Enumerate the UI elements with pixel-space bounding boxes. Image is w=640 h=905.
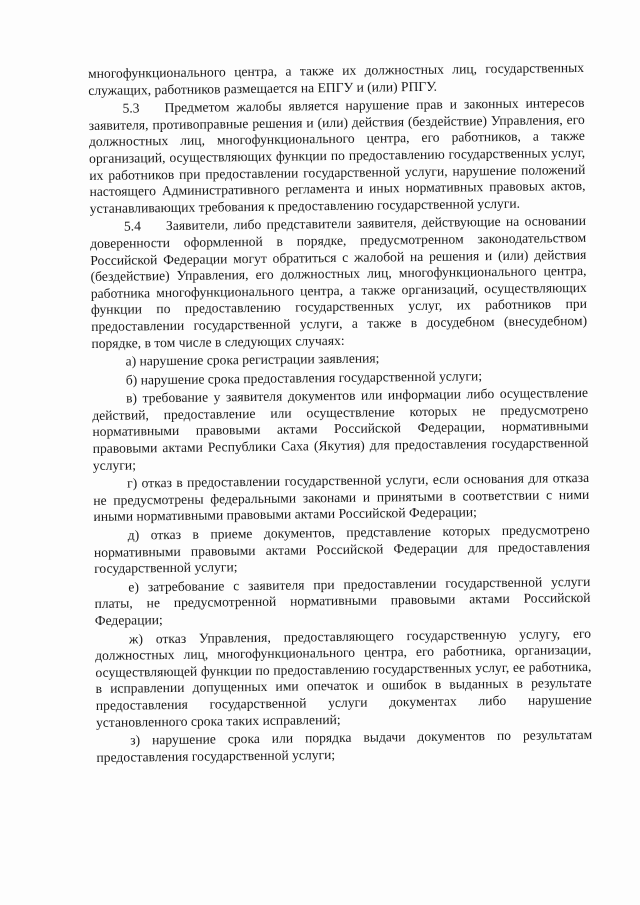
list-item-v [92, 385, 589, 474]
paragraph-text: многофункционального центра, а также их должностных лиц, государственных служащих, работников размещается на ЕПГУ и (или) РПГУ. [88, 59, 585, 98]
paragraph-intro [88, 60, 584, 99]
list-item-text: д) отказ в приеме документов, представление которых предусмотрено нормативными правовыми актами Российской Федерации для предоставления государственной услуги; [93, 521, 590, 577]
paragraph-number: 5.3 [122, 100, 140, 116]
list-item-text: б) нарушение срока предоставления государственной услуги; [125, 367, 483, 388]
list-item-e [94, 574, 591, 630]
list-item-text: ж) отказ Управления, предоставляющего государственную услугу, его должностных лиц, многофункционального центра, его работника, организации, осуществляющей функции по предоставлению государственных услуг, ее работника, в исправлении допущенных ими опечаток и ошибок в выданных в результате предоставления государственной услуги документах либо нарушение установленного срока таких исправлений; [95, 625, 592, 730]
paragraph-5-3 [88, 95, 585, 217]
list-item-text: е) затребование с заявителя при предоставлении государственной услуги платы, не предусмотренной нормативными правовыми актами Российской Федерации; [94, 573, 591, 628]
list-item-zh [95, 625, 592, 731]
list-item-g [93, 470, 590, 526]
list-item-text: в) требование у заявителя документов или информации либо осуществление действий, предоставление или осуществление которых не предусмотрено нормативными правовыми актами Российской Федерации, нормативными правовыми актами Республики Саха (Якутия) для предоставления государственной услуги; [92, 385, 589, 473]
list-item-z [96, 727, 592, 766]
paragraph-text: Заявители, либо представители заявителя, действующие на основании доверенности оформленной в порядке, предусмотренном законодательством Российской Федерации могут обратиться с жалобой на решения и (или) действия (бездействие) Управления, его должностных лиц, многофункционального центра, работника многофункционального центра, а также организаций, осуществляющих функции по предоставлению государственных услуг, их работников при предоставлении государственной услуги, а также в досудебном (внесудебном) порядке, в том числе в следующих случаях: [90, 213, 588, 351]
paragraph-number: 5.4 [123, 218, 142, 234]
list-item-text: г) отказ в предоставлении государственной услуги, если основания для отказа не предусмотрены федеральными законами и принятыми в соответствии с ними иными нормативными правовыми актами Российской Федерации; [93, 470, 590, 525]
list-item-text: а) нарушение срока регистрации заявления; [125, 350, 380, 369]
list-item-text: з) нарушение срока или порядка выдачи документов по результатам предоставления государственной услуги; [96, 727, 593, 765]
document-body [88, 60, 593, 768]
paragraph-text: Предметом жалобы является нарушение прав и законных интересов заявителя, противоправные решения и (или) действия (бездействие) Управления, его должностных лиц, многофункционального центра, его работников, а также организаций, осуществляющих функции по предоставлению государственных услуг, их работников при предоставлении государственной услуги, нарушение положений настоящего Административного регламента и иных нормативных правовых актов, устанавливающих требования к предоставлению государственной услуги. [88, 95, 586, 216]
paragraph-5-4 [90, 213, 588, 352]
list-item-d [94, 522, 591, 578]
